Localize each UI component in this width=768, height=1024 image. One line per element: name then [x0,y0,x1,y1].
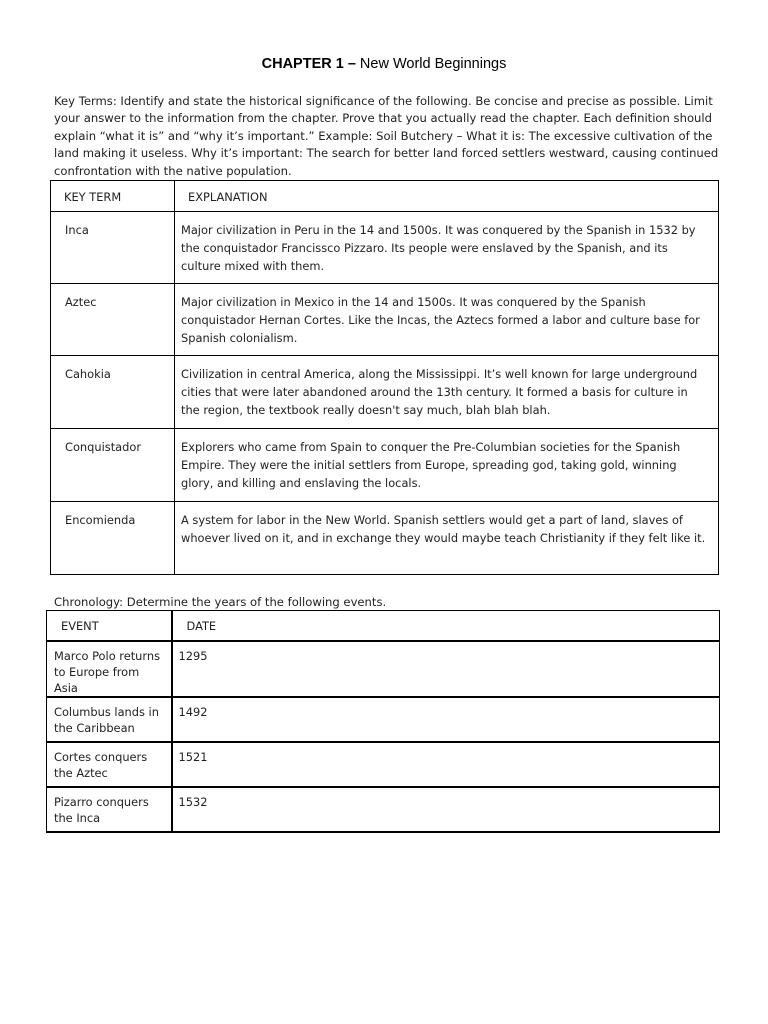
table-row [51,212,719,284]
explanation-cell: Major civilization in Mexico in the 14 and 1500s. It was conquered by the Spanish conquistador Hernan Cortes. Like the Incas, the Aztecs formed a labor and culture base for Spanish colonialism. [175,284,719,356]
explanation-cell: A system for labor in the New World. Spanish settlers would get a part of land, slaves of whoever lived on it, and in exchange they would maybe teach Christianity if they felt like it. [175,502,719,575]
key-term-cell: Aztec [51,284,175,356]
table-row [47,641,720,697]
explanation-cell: Civilization in central America, along the Mississippi. It’s well known for large underground cities that were later abandoned around the 13th century. It formed a basis for culture in the region, the textbook really doesn't say much, blah blah blah. [175,356,719,429]
key-term-cell: Cahokia [51,356,175,429]
chronology-table [46,610,720,833]
key-terms-header-row [51,181,719,212]
event-cell: Marco Polo returns to Europe from Asia [47,641,172,697]
instructions-paragraph: Key Terms: Identify and state the historical significance of the following. Be concise and precise as possible. Limit your answer to the information from the chapter. Prove that you actually read the chapter. Each definition should explain “what it is” and “why it’s important.” Example: Soil Butchery – What it is: The excessive cultivation of the land making it useless. Why it’s important: The search for better land forced settlers westward, causing continued confrontation with the native population. [54,94,719,178]
explanation-cell: Explorers who came from Spain to conquer the Pre-Columbian societies for the Spanish Empire. They were the initial settlers from Europe, spreading god, taking gold, winning glory, and killing and enslaving the locals. [175,429,719,502]
date-cell: 1492 [172,697,720,742]
date-cell: 1295 [172,641,720,697]
key-terms-table [50,180,719,575]
page-title [0,56,768,72]
event-cell: Pizarro conquers the Inca [47,787,172,832]
event-header: EVENT [47,611,172,641]
key-term-cell: Inca [51,212,175,284]
title-subtitle: New World Beginnings [355,56,507,72]
chronology-header-row [47,611,720,641]
table-row [51,429,719,502]
chronology-label: Chronology: Determine the years of the following events. [54,595,387,609]
key-term-header: KEY TERM [51,181,175,212]
table-row [47,787,720,832]
date-header: DATE [172,611,720,641]
table-row [51,502,719,575]
date-cell: 1532 [172,787,720,832]
key-term-cell: Encomienda [51,502,175,575]
title-chapter: CHAPTER 1 – [261,56,356,72]
key-term-cell: Conquistador [51,429,175,502]
explanation-cell: Major civilization in Peru in the 14 and 1500s. It was conquered by the Spanish in 1532 by the conquistador Francissco Pizzaro. Its people were enslaved by the Spanish, and its culture mixed with them. [175,212,719,284]
event-cell: Cortes conquers the Aztec [47,742,172,787]
table-row [47,742,720,787]
date-cell: 1521 [172,742,720,787]
table-row [51,284,719,356]
table-row [51,356,719,429]
explanation-header: EXPLANATION [175,181,719,212]
table-row [47,697,720,742]
event-cell: Columbus lands in the Caribbean [47,697,172,742]
